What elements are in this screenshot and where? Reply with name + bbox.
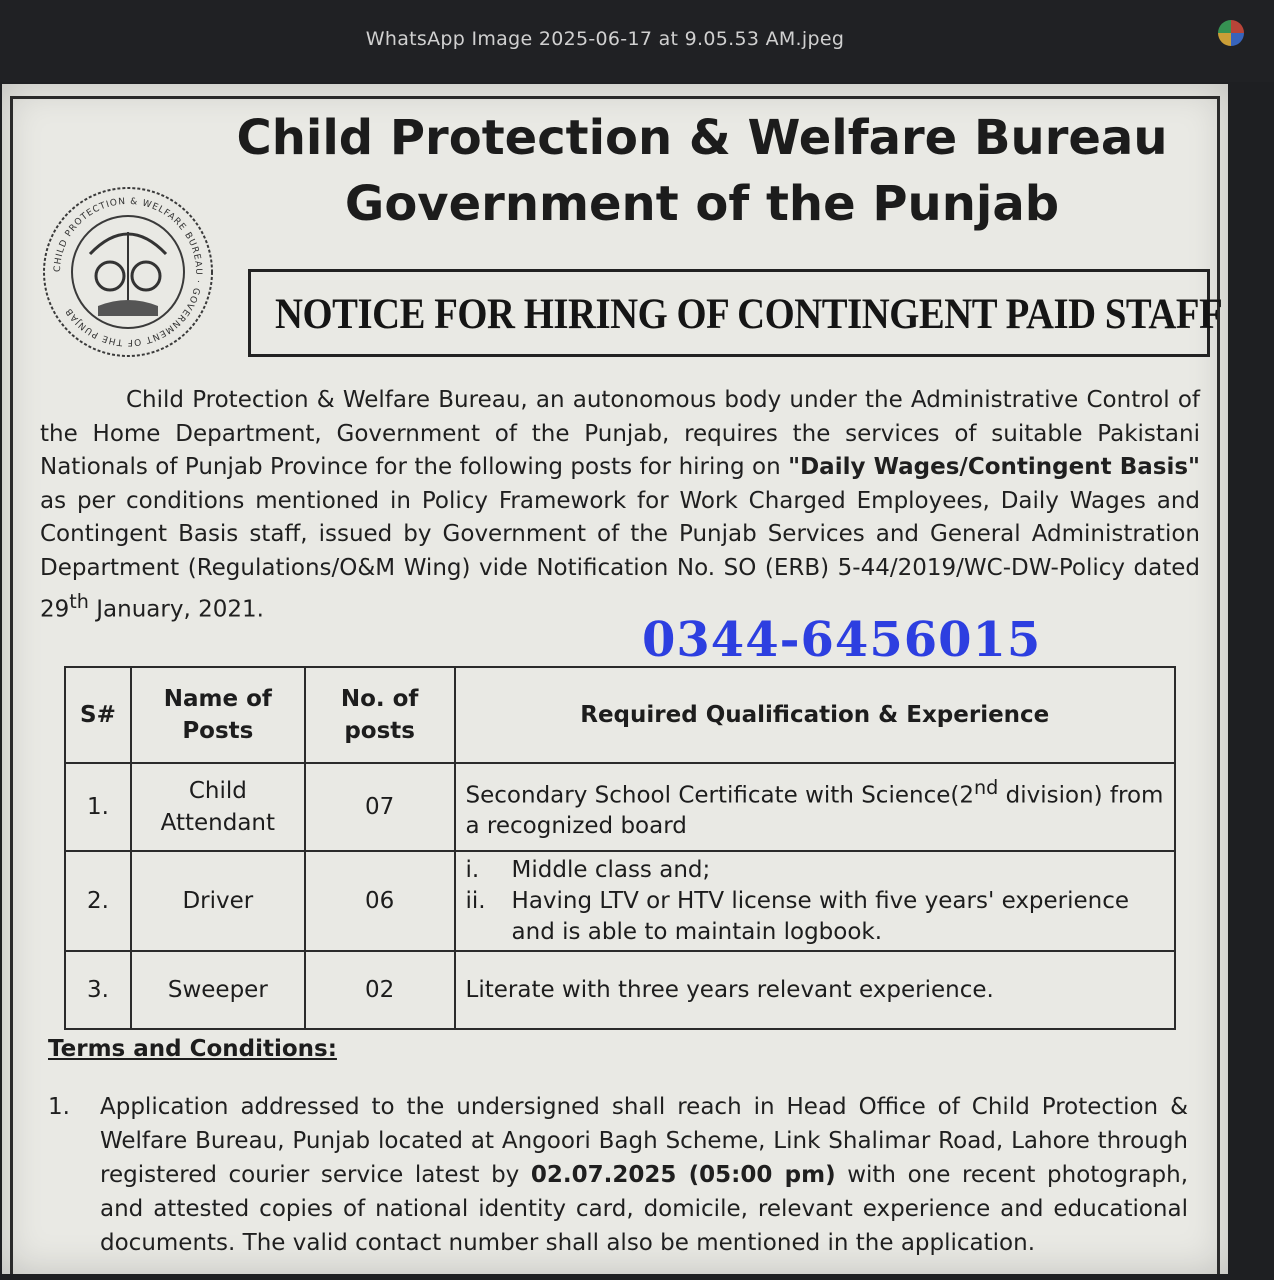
cell-post-name: Driver [131, 851, 305, 951]
app-logo-icon[interactable] [1218, 20, 1244, 46]
intro-superscript: th [69, 590, 89, 613]
cell-sno: 3. [65, 951, 131, 1029]
cell-post-name: Sweeper [131, 951, 305, 1029]
list-item-text: Middle class and; [511, 856, 711, 883]
cell-post-count: 02 [305, 951, 455, 1029]
term-text-2: with one recent photograph, and attested copies of national identity card, domicile, relevant experience and educational documents. The valid contact number shall also be mentioned in the application. [100, 1162, 1189, 1256]
term-item [48, 1090, 1188, 1260]
intro-text-3: January, 2021. [88, 596, 264, 623]
posts-table [64, 666, 1176, 1030]
image-viewer-toolbar [0, 0, 1274, 82]
table-row [65, 851, 1175, 951]
list-item-text: Having LTV or HTV license with five years' experience and is able to maintain logbook. [511, 887, 1130, 945]
table-header-row [65, 667, 1175, 763]
intro-bold-text: "Daily Wages/Contingent Basis" [788, 454, 1200, 480]
qualification-superscript: nd [973, 775, 999, 799]
list-item-number: i. [465, 856, 480, 883]
cell-sno: 1. [65, 763, 131, 851]
intro-text-1: Child Protection & Welfare Bureau, an autonomous body under the Administrative Control of the Home Department, Government of the Punjab, requires the services of suitable Pakistani Nationals of Punjab Province for the following posts for hiring on [40, 387, 1200, 480]
table-row [65, 763, 1175, 851]
cell-sno: 2. [65, 851, 131, 951]
list-item [466, 886, 1173, 948]
cell-post-count: 07 [305, 763, 455, 851]
term-number: 1. [48, 1094, 70, 1120]
cell-qualification [455, 763, 1175, 851]
term-text [100, 1090, 1188, 1260]
header-qualification: Required Qualification & Experience [455, 667, 1175, 763]
cell-qualification [455, 851, 1175, 951]
cell-post-count: 06 [305, 851, 455, 951]
terms-heading: Terms and Conditions: [48, 1036, 337, 1062]
table-row [65, 951, 1175, 1029]
qualification-list [466, 855, 1173, 948]
viewer-filename: WhatsApp Image 2025-06-17 at 9.05.53 AM.jpeg [365, 28, 845, 50]
document-page [2, 84, 1228, 1274]
bureau-seal-icon [40, 184, 216, 360]
qualification-text-b: division) from a recognized board [465, 782, 1164, 840]
document-title-line1: Child Protection & Welfare Bureau [236, 110, 1168, 166]
cell-post-name: Child Attendant [131, 763, 305, 851]
list-item [466, 855, 1173, 886]
qualification-text-a: Secondary School Certificate with Science(2 [465, 782, 974, 809]
intro-text-2: as per conditions mentioned in Policy Framework for Work Charged Employees, Daily Wages and Contingent Basis staff, issued by Government of the Punjab Services and General Administration Department (Regulations/O&M Wing) vide Notification No. SO (ERB) 5-44/2019/WC-DW-Policy dated 29 [40, 487, 1200, 623]
header-sno: S# [65, 667, 131, 763]
term-text-1: Application addressed to the undersigned shall reach in Head Office of Child Protection & Welfare Bureau, Punjab located at Angoori Bagh Scheme, Link Shalimar Road, Lahore through registered courier service latest by [100, 1094, 1188, 1188]
header-name: Name of Posts [131, 667, 305, 763]
cell-qualification: Literate with three years relevant experience. [455, 951, 1175, 1029]
document-title-line2: Government of the Punjab [344, 176, 1060, 232]
phone-overlay: 0344-6456015 [642, 612, 1042, 668]
seal-text: CHILD PROTECTION & WELFARE BUREAU · GOVERNMENT OF THE PUNJAB [52, 196, 204, 348]
intro-paragraph [40, 384, 1200, 627]
header-count: No. of posts [305, 667, 455, 763]
notice-heading-box [248, 269, 1223, 357]
term-deadline: 02.07.2025 (05:00 pm) [530, 1162, 836, 1188]
list-item-number: ii. [465, 887, 486, 914]
notice-title: NOTICE FOR HIRING OF CONTINGENT PAID STAFF [275, 291, 1223, 338]
